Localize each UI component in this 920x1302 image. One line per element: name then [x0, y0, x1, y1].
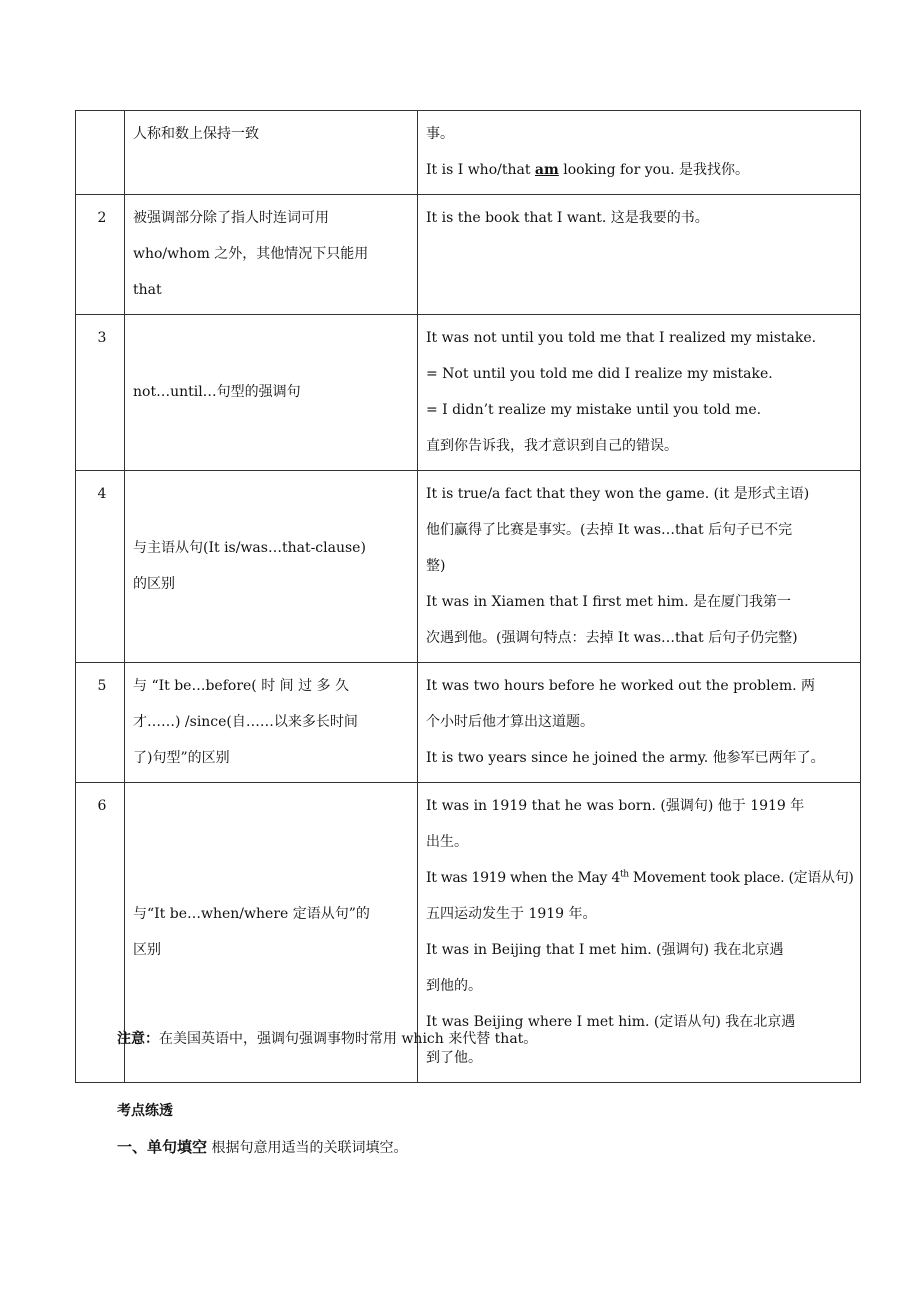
example-line	[426, 152, 856, 188]
description-line: 人称和数上保持一致	[133, 126, 259, 142]
example-text: looking for you. 是我找你。	[558, 162, 749, 178]
example-line: It was in Xiamen that I first met him. 是在厦门我第一	[426, 594, 791, 610]
row-number	[76, 111, 125, 195]
description-line: 的区别	[133, 576, 175, 592]
example-line: 个小时后他才算出这道题。	[426, 714, 594, 730]
example-line: 出生。	[426, 834, 468, 850]
row-number: 3	[76, 315, 125, 471]
note-label: 注意：	[117, 1031, 159, 1047]
example-line: 事。	[426, 126, 454, 142]
example-text: It was 1919 when the May 4	[426, 870, 620, 886]
ordinal-suffix: th	[619, 869, 629, 880]
description-line: 了)句型”的区别	[133, 750, 230, 766]
description-line: not…until…句型的强调句	[133, 384, 301, 400]
example-line: = I didn’t realize my mistake until you told me.	[426, 402, 762, 418]
example-line: = Not until you told me did I realize my mistake.	[426, 366, 773, 382]
example-line	[426, 860, 856, 896]
example-line: 次遇到他。(强调句特点：去掉 It was…that 后句子仍完整)	[426, 630, 798, 646]
row-number: 4	[76, 471, 125, 663]
description-line: 被强调部分除了指人时连词可用	[133, 210, 329, 226]
example-line: It was two hours before he worked out the problem. 两	[426, 678, 816, 694]
example-line: 直到你告诉我，我才意识到自己的错误。	[426, 438, 678, 454]
description-line: 与主语从句(It is/was…that-clause)	[133, 540, 366, 556]
example-line: 他们赢得了比赛是事实。(去掉 It was…that 后句子已不完	[426, 522, 793, 538]
example-line: It is two years since he joined the army. 他参军已两年了。	[426, 750, 825, 766]
rule-description	[125, 663, 418, 783]
exercise-heading	[117, 1136, 407, 1157]
example-text: It is I who/that	[426, 162, 535, 178]
example-cell	[418, 663, 861, 783]
example-line: It was in 1919 that he was born. (强调句) 他于 1919 年	[426, 798, 805, 814]
table-row	[76, 195, 861, 315]
example-line: 整)	[426, 558, 446, 574]
example-cell	[418, 315, 861, 471]
description-line: that	[133, 282, 162, 298]
table-row	[76, 471, 861, 663]
example-line: It was Beijing where I met him. (定语从句) 我在北京遇	[426, 1014, 796, 1030]
example-cell	[418, 111, 861, 195]
row-number: 5	[76, 663, 125, 783]
example-line: 五四运动发生于 1919 年。	[426, 906, 597, 922]
description-line: 区别	[133, 942, 161, 958]
exercise-label: 一、单句填空	[117, 1138, 208, 1156]
note-paragraph	[117, 1028, 537, 1048]
row-number: 6	[76, 783, 125, 1083]
description-line: who/whom 之外，其他情况下只能用	[133, 246, 369, 262]
description-line: 与“It be…when/where 定语从句”的	[133, 906, 370, 922]
table-row	[76, 315, 861, 471]
description-line: 与 “It be…before( 时 间 过 多 久	[133, 678, 350, 694]
example-line: It was not until you told me that I realized my mistake.	[426, 330, 817, 346]
table-row	[76, 663, 861, 783]
example-text: Movement took place. (定语从句)	[628, 870, 854, 886]
example-line: 到了他。	[426, 1050, 482, 1066]
table-row	[76, 111, 861, 195]
example-line: It was in Beijing that I met him. (强调句) 我在北京遇	[426, 942, 784, 958]
grammar-table	[75, 110, 861, 1083]
example-cell	[418, 195, 861, 315]
rule-description	[125, 471, 418, 663]
row-number: 2	[76, 195, 125, 315]
example-line: It is the book that I want. 这是我要的书。	[426, 210, 709, 226]
rule-description	[125, 111, 418, 195]
description-line: 才……) /since(自……以来多长时间	[133, 714, 358, 730]
example-line: 到他的。	[426, 978, 482, 994]
example-cell	[418, 471, 861, 663]
rule-description	[125, 315, 418, 471]
note-text: 在美国英语中，强调句强调事物时常用 which 来代替 that。	[159, 1031, 538, 1047]
example-line: It is true/a fact that they won the game. (it 是形式主语)	[426, 486, 810, 502]
rule-description	[125, 195, 418, 315]
exercise-instruction: 根据句意用适当的关联词填空。	[207, 1140, 408, 1156]
emphasized-verb: am	[534, 162, 559, 178]
section-title: 考点练透	[117, 1103, 173, 1119]
